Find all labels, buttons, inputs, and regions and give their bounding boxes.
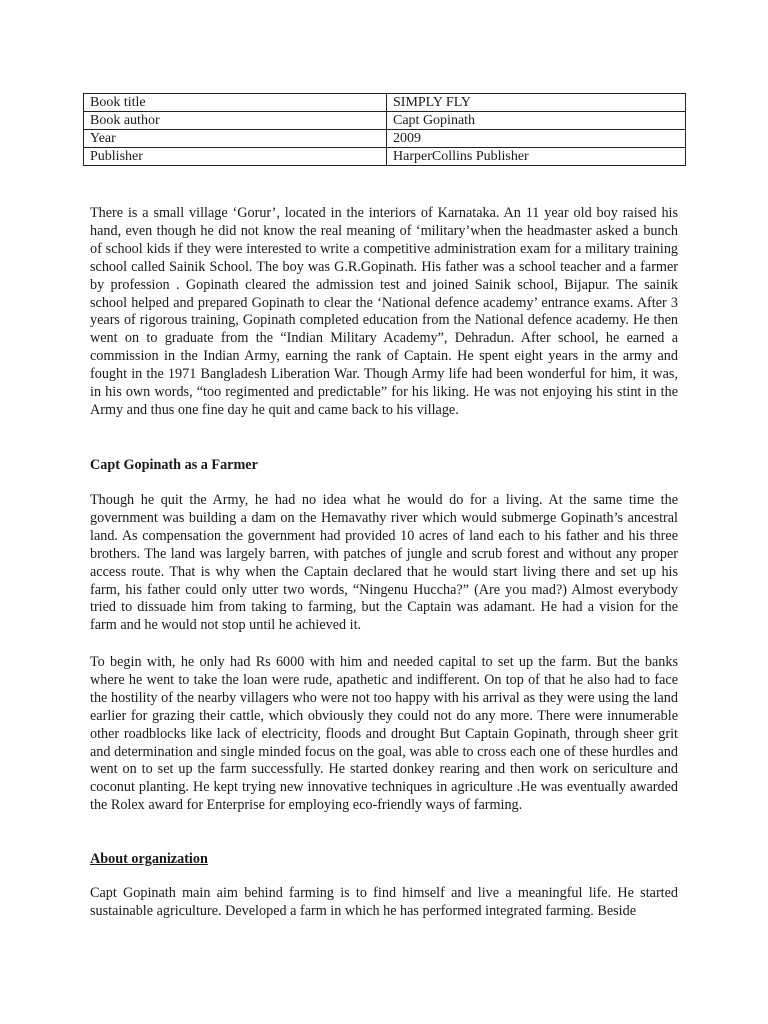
book-info-row xyxy=(84,148,686,166)
farmer-heading: Capt Gopinath as a Farmer xyxy=(90,457,258,473)
book-info-table xyxy=(83,93,686,166)
book-info-value: HarperCollins Publisher xyxy=(387,148,686,166)
intro-text: There is a small village ‘Gorur’, located in the interiors of Karnataka. An 11 year old boy raised his hand, even though he did not know the real meaning of ‘military’when the headmaster asked a bunch of school kids if they were interested to write a competitive administration exam for a military training school called Sainik School. The boy was G.R.Gopinath. His father was a school teacher and a farmer by profession . Gopinath cleared the admission test and joined Sainik school, Bijapur. The sainik school helped and prepared Gopinath to clear the ‘National defence academy’ entrance exams. After 3 years of rigorous training, Gopinath completed education from the National defence academy. He then went on to graduate from the “Indian Military Academy”, Dehradun. After school, he earned a commission in the Indian Army, earning the rank of Captain. He spent eight years in the army and fought in the 1971 Bangladesh Liberation War. Though Army life had been wonderful for him, it was, in his own words, “too regimented and predictable” for his liking. He was not enjoying his stint in the Army and thus one fine day he quit and came back to his village. xyxy=(90,205,678,418)
book-info-label: Publisher xyxy=(84,148,387,166)
book-info-label: Book author xyxy=(84,112,387,130)
book-info-value: SIMPLY FLY xyxy=(387,94,686,112)
book-info-row xyxy=(84,130,686,148)
book-info-label: Year xyxy=(84,130,387,148)
farmer-paragraph-1 xyxy=(90,492,678,635)
book-info-row xyxy=(84,94,686,112)
book-info-row xyxy=(84,112,686,130)
organization-paragraph xyxy=(90,885,678,921)
book-info-value: 2009 xyxy=(387,130,686,148)
organization-heading: About organization xyxy=(90,851,208,867)
farmer-text-2: To begin with, he only had Rs 6000 with him and needed capital to set up the farm. But the banks where he went to take the loan were rude, apathetic and indifferent. On top of that he also had to face the hostility of the nearby villagers who were not too happy with his arrival as they were using the land earlier for grazing their cattle, which obviously they could not do any more. There were innumerable other roadblocks like lack of electricity, floods and drought But Captain Gopinath, through sheer grit and determination and single minded focus on the goal, was able to cross each one of these hurdles and went on to set up the farm successfully. He started donkey rearing and then work on sericulture and coconut planting. He kept trying new innovative techniques in agriculture .He was eventually awarded the Rolex award for Enterprise for employing eco-friendly ways of farming. xyxy=(90,654,678,814)
intro-paragraph xyxy=(90,205,678,420)
book-info-label: Book title xyxy=(84,94,387,112)
farmer-paragraph-2 xyxy=(90,654,678,815)
organization-text: Capt Gopinath main aim behind farming is to find himself and live a meaningful life. He started sustainable agriculture. Developed a farm in which he has performed integrated farming. Beside xyxy=(90,885,678,919)
farmer-text-1: Though he quit the Army, he had no idea what he would do for a living. At the same time the government was building a dam on the Hemavathy river which would submerge Gopinath’s ancestral land. As compensation the government had provided 10 acres of land each to his father and his three brothers. The land was largely barren, with patches of jungle and scrub forest and without any proper access route. That is why when the Captain declared that he would start living there and set up his farm, his father could only utter two words, “Ningenu Huccha?” (Are you mad?) Almost everybody tried to dissuade him from taking to farming, but the Captain was adamant. He had a vision for the farm and he would not stop until he achieved it. xyxy=(90,492,678,634)
book-info-value: Capt Gopinath xyxy=(387,112,686,130)
